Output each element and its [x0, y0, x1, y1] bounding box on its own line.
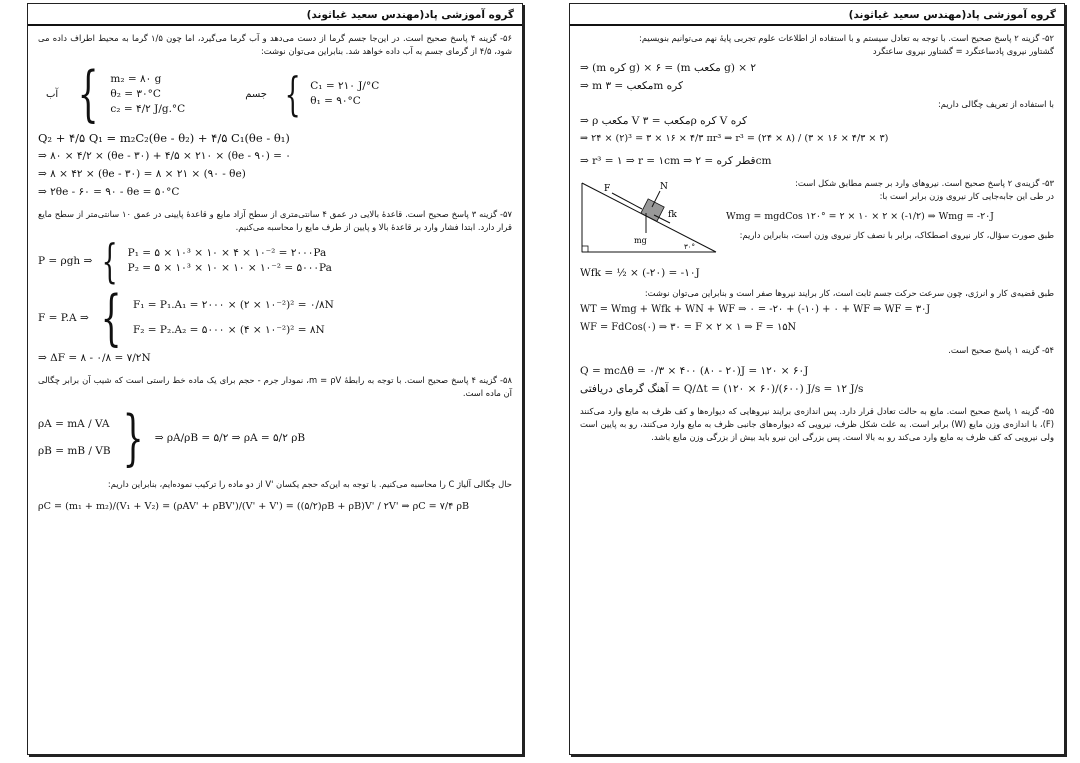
q56-body-line: C₁ = ۲۱۰ J/°C: [310, 80, 380, 92]
q56-eq4: ⇒ ۲θe - ۶۰ = ۹۰ - θe = ۵۰°C: [38, 186, 180, 198]
q56-givens: [38, 59, 512, 129]
q56-eq3: ⇒ ۸ × ۴۲ × (θe - ۳۰) = ۸ × ۲۱ × (۹۰ - θe): [38, 168, 246, 180]
right-angle-mark: [582, 246, 588, 252]
q56-water-line: m₂ = ۸۰ g: [110, 72, 162, 85]
q53-sub3: طبق قضیه‌ی کار و انرژی، چون سرعت حرکت جسم ثابت است، کار برایند نیروها صفر است و بنابراین می‌توان نوشت:: [644, 288, 1054, 298]
q58-rho-lines: [38, 418, 111, 458]
q58-rho-ratio: ⇒ ρA/ρB = ۵/۲ ⇒ ρA = ۵/۲ ρB: [154, 432, 306, 444]
q52-torque: گشتاور نیروی پادساعتگرد = گشتاور نیروی ساعتگرد: [872, 46, 1054, 56]
q53-sub1: در طی این جابه‌جایی کار نیروی وزن برابر است با:: [879, 191, 1054, 201]
left-page-body: [28, 26, 522, 515]
q52-text: ۵۲- گزینه ۲ پاسخ صحیح است. با توجه به تعادل سیستم و با استفاده از اطلاعات علوم تجربی پایهٔ نهم می‌توانیم بنویسیم:: [639, 33, 1054, 43]
q53-block: [580, 177, 1054, 257]
q54-text: ۵۴- گزینه ۱ پاسخ صحیح است.: [948, 345, 1054, 355]
q57-p-brace: {: [101, 234, 119, 288]
right-page-body: [570, 26, 1064, 444]
q57-p-lines: [128, 247, 332, 275]
header-title: گروه آموزشی پاد(مهندس سعید غیاثوند): [306, 9, 514, 21]
right-page: [569, 3, 1065, 755]
q57-force: [38, 283, 512, 353]
header-title: گروه آموزشی پاد(مهندس سعید غیاثوند): [848, 9, 1056, 21]
label-mg: mg: [634, 236, 647, 245]
q56-body-label: جسم: [245, 88, 267, 100]
q58-text2: حال چگالی آلیاژ C را محاسبه می‌کنیم. با توجه به این‌که حجم یکسان 'V از دو ماده را ترکیب نموده‌ایم، بنابراین داریم:: [107, 479, 512, 489]
q57-f-line: F₁ = P₁.A₁ = ۲۰۰۰ × (۲ × ۱۰⁻²)² = ۰/۸N: [132, 299, 334, 311]
q57-f-lines: [133, 299, 334, 337]
q56-body-lines: [310, 80, 379, 108]
q57-f-line: F₂ = P₂.A₂ = ۵۰۰۰ × (۴ × ۱۰⁻²)² = ۸N: [132, 324, 325, 336]
incline-figure: [580, 177, 720, 257]
q54-eq1: Q = mcΔθ = ۰/۳ × ۴۰۰ (۸۰ - ۲۰)J = ۱۲۰ × ۶۰J: [580, 365, 809, 377]
q55-text: ۵۵- گزینه ۱ پاسخ صحیح است. مایع به حالت تعادل قرار دارد. پس اندازه‌ی برایند نیروهایی که دیواره‌ها و کف ظرف به مایع وارد می‌کنند (F)، با اندازه‌ی وزن مایع (W) برابر است. به علت شکل ظرف، نیرویی که دیواره‌های جانبی ظرف به مایع وارد می‌کنند، رو به پایین است ولی نیرویی که کف ظرف به مایع وارد می‌کند رو به بالا است. پس بزرگی این نیرو باید بیش از بزرگی وزن مایع باشد.: [580, 406, 1054, 442]
page-header: [28, 4, 522, 26]
q52-eq4: ⇒ ۲۴ × (۲)³ = ۳ × ۱۶ × ۴/۳ πr³ ⇒ r³ = (۲۴ × ۸) / (۳ × ۱۶ × ۴/۳ × ۳): [580, 133, 889, 144]
q52-eq2: ⇒ m مکعب = ۳m کره: [580, 80, 683, 92]
q58-brace: {: [122, 403, 144, 473]
q56-eq2: ⇒ ۸۰ × ۴/۲ × (θe - ۳۰) + ۴/۵ × ۲۱۰ × (θe - ۹۰) = ۰: [38, 150, 291, 162]
q53-sub2: طبق صورت سؤال، کار نیروی اصطکاک، برابر با نصف کار نیروی وزن است، بنابراین داریم:: [739, 230, 1054, 240]
q57-p-lead: P = ρgh ⇒: [38, 255, 93, 267]
q53-text-col: [726, 177, 1054, 242]
q57-pressure: [38, 234, 512, 288]
q53-w-mg: Wmg = mgdCos ۱۲۰° = ۲ × ۱۰ × ۲ × (-۱/۲) ⇒ Wmg = -۲۰J: [726, 211, 994, 222]
q52-density-note: با استفاده از تعریف چگالی داریم:: [937, 99, 1054, 109]
label-fk: fk: [668, 210, 677, 220]
q57-f-brace: {: [100, 283, 122, 353]
q56-text: ۵۶- گزینه ۴ پاسخ صحیح است. در این‌جا جسم گرما از دست می‌دهد و آب گرما می‌گیرد، اما چون ۱/۵ گرما به محیط اطراف داده می شود، ۴/۵ از گرمای جسم به آب داده خواهد شد. بنابراین می‌توان نوشت:: [38, 33, 512, 56]
q57-delta: ⇒ ΔF = ۸ - ۰/۸ = ۷/۲N: [38, 352, 151, 364]
label-angle: ۳۰°: [684, 243, 696, 251]
q53-text: ۵۳- گزینه‌ی ۲ پاسخ صحیح است. نیروهای وارد بر جسم مطابق شکل است:: [795, 178, 1054, 188]
q52-eq5: ⇒ r³ = ۱ ⇒ r = ۱cm ⇒ قطر کره = ۲cm: [580, 155, 772, 167]
left-page: [27, 3, 523, 755]
page-header: [570, 4, 1064, 26]
q56-body-line: θ₁ = ۹۰°C: [310, 95, 361, 107]
q53-w-f: WF = FdCos(۰) ⇒ ۳۰ = F × ۲ × ۱ ⇒ F = ۱۵N: [580, 322, 797, 333]
q52-eq3: ⇒ ρ مکعب V مکعب = ۳ρ کره V کره: [580, 115, 748, 127]
q58-ratio: [38, 403, 512, 473]
q57-p-line: P₂ = ۵ × ۱۰³ × ۱۰ × ۱۰ × ۱۰⁻² = ۵۰۰۰Pa: [127, 262, 332, 274]
q56-water-brace: {: [77, 59, 99, 129]
label-f: F: [604, 184, 611, 194]
q58-text: ۵۸- گزینه ۴ پاسخ صحیح است. با توجه به رابطهٔ m = ρV، نمودار جرم - حجم برای یک ماده خط راستی است که شیب آن برابر چگالی آن ماده است.: [38, 375, 512, 398]
q52-eq1: ⇒ (m کره g) × ۶ = (m مکعب g) × ۲: [580, 62, 757, 74]
q57-p-line: P₁ = ۵ × ۱۰³ × ۱۰ × ۴ × ۱۰⁻² = ۲۰۰۰Pa: [127, 247, 327, 259]
label-n: N: [660, 182, 668, 192]
q57-text: ۵۷- گزینه ۳ پاسخ صحیح است. قاعدهٔ بالایی در عمق ۴ سانتی‌متری از سطح آزاد مایع و قاعدهٔ پایینی در عمق ۱۰ سانتی‌متر از سطح مایع قرار دارد. ابتدا فشار وارد بر قاعدهٔ بالا و پایین از طرف مایع را محاسبه می‌کنیم.: [38, 209, 512, 232]
q56-water-line: c₂ = ۴/۲ J/g.°C: [110, 102, 186, 115]
q53-w-fk: Wfk = ½ × (-۲۰) = -۱۰J: [580, 267, 700, 279]
q58-rho-b: ρB = mB / VB: [38, 445, 111, 457]
q54-eq2: آهنگ گرمای دریافتی = Q/Δt = (۱۲۰ × ۶۰)/(۶۰۰) J/s = ۱۲ J/s: [580, 383, 864, 395]
q53-w-t: WT = Wmg + Wfk + WN + WF ⇒ ۰ = -۲۰ + (-۱۰) + ۰ + WF ⇒ WF = ۳۰J: [580, 304, 931, 315]
q56-eq1: Q₂ + ۴/۵ Q₁ = m₂C₂(θe - θ₂) + ۴/۵ C₁(θe - θ₁): [38, 131, 290, 145]
q56-water-label: آب: [46, 88, 59, 100]
q58-rho-c: ρC = (m₁ + m₂)/(V₁ + V₂) = (ρAV' + ρBV')/(V' + V') = ((۵/۲)ρB + ρB)V' / ۲V' ⇒ ρC = ۷/۴ ρB: [38, 501, 470, 512]
q56-body-brace: {: [284, 67, 301, 121]
q58-rho-a: ρA = mA / VA: [38, 418, 110, 430]
q56-water-line: θ₂ = ۳۰°C: [110, 87, 161, 100]
q56-water-lines: [110, 73, 185, 116]
q57-f-lead: F = P.A ⇒: [38, 312, 89, 324]
